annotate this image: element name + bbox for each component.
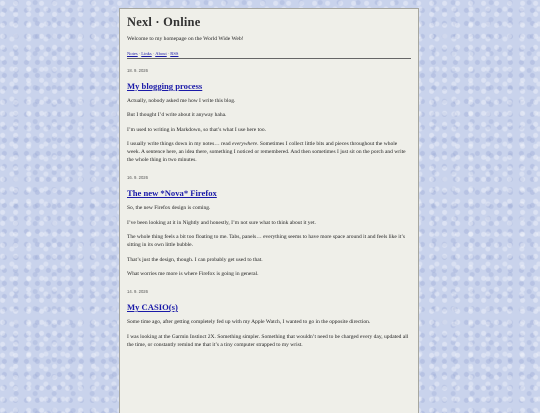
post-title bbox=[127, 81, 411, 91]
post-paragraph: So, the new Firefox design is coming. bbox=[127, 205, 211, 212]
post-date: 14. 9. 2026 bbox=[127, 289, 148, 295]
post-paragraph: Some time ago, after getting completely fed up with my Apple Watch, I wanted to go in the opposite direction. bbox=[127, 319, 371, 326]
post-paragraph: I was looking at the Garmin Instinct 2X. Something simpler. Something that wouldn’t need to be charged every day, updated all the time, or constantly remind me that it’s a tiny computer strapped to my wrist. bbox=[127, 333, 409, 348]
post-text: I usually write things down in my notes… read bbox=[127, 141, 232, 148]
post-nova-firefox bbox=[127, 175, 411, 279]
nav-link-rss[interactable]: RSS bbox=[170, 51, 179, 56]
nav-separator: · bbox=[167, 51, 170, 56]
post-paragraph bbox=[127, 141, 411, 165]
nav-separator: · bbox=[138, 51, 141, 56]
page-container bbox=[119, 8, 419, 413]
nav-link-links[interactable]: Links bbox=[141, 51, 152, 56]
nav-link-notes[interactable]: Notes bbox=[127, 51, 138, 56]
post-emphasis: everywhere bbox=[231, 141, 258, 148]
post-paragraph: The whole thing feels a bit too floating to me. Tabs, panels… everything seems to have more space around it and feels like it’s sitting in its own little bubble. bbox=[127, 234, 405, 249]
post-paragraph: What worries me more is where Firefox is going in general. bbox=[127, 271, 259, 278]
nav-separator: · bbox=[152, 51, 155, 56]
post-title bbox=[127, 302, 411, 312]
post-title-link[interactable]: The new *Nova* Firefox bbox=[127, 188, 217, 199]
main-nav bbox=[127, 51, 411, 56]
header-divider bbox=[127, 58, 411, 59]
post-title-link[interactable]: My CASIO(s) bbox=[127, 302, 178, 313]
post-paragraph: But I thought I’d write about it anyway haha. bbox=[127, 112, 227, 119]
post-paragraph: That’s just the design, though. I can probably get used to that. bbox=[127, 256, 263, 263]
post-paragraph: I’m used to writing in Markdown, so that’s what I use here too. bbox=[127, 126, 267, 133]
post-title-link[interactable]: My blogging process bbox=[127, 81, 203, 91]
site-title: Nexl · Online bbox=[127, 15, 201, 29]
post-date: 18. 9. 2026 bbox=[127, 68, 148, 73]
post-date: 16. 9. 2026 bbox=[127, 175, 148, 181]
post-paragraph: I’ve been looking at it in Nightly and honestly, I’m not sure what to think about it yet. bbox=[127, 219, 316, 226]
post-title bbox=[127, 188, 411, 198]
nav-link-about[interactable]: About bbox=[155, 51, 167, 56]
post-casio bbox=[127, 289, 411, 349]
post-blogging-process bbox=[127, 68, 411, 165]
site-tagline: Welcome to my homepage on the World Wide Web! bbox=[127, 36, 244, 42]
post-paragraph: Actually, nobody asked me how I write this blog. bbox=[127, 98, 236, 104]
post-text: . Sometimes I collect little bits and pieces throughout the whole week. A sentence here, an idea there, something I noticed or remembered. And then sometimes I just sit on the porch and write the whole thing in two minutes. bbox=[127, 141, 406, 164]
